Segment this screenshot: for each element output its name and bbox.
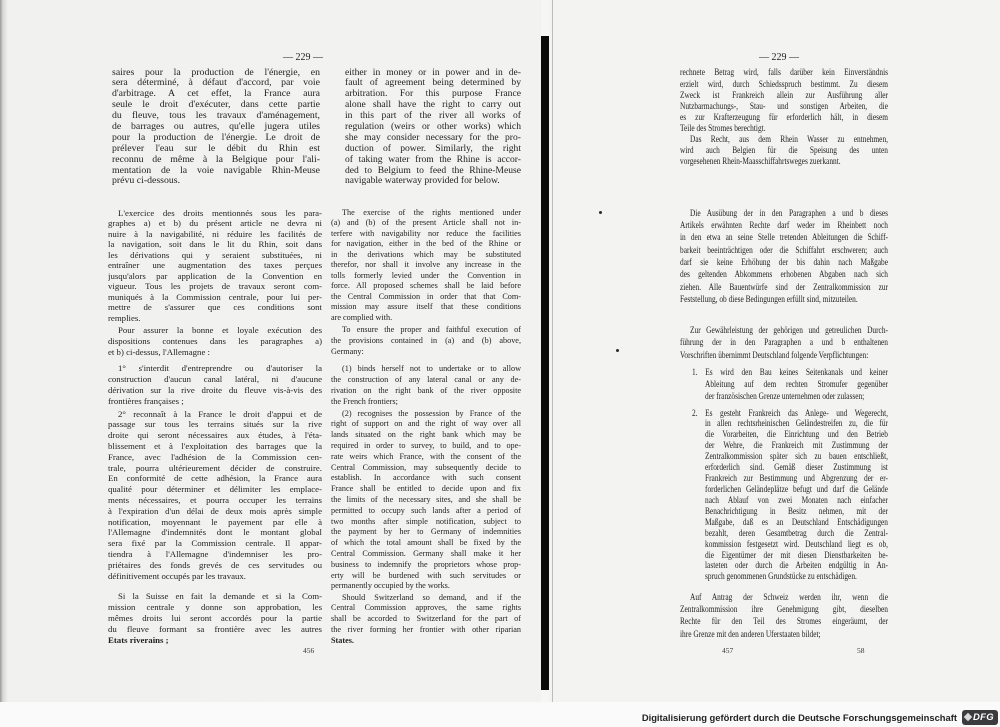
text-line: L'exercice des droits mentionnés sous les para-: [118, 207, 322, 218]
text-line: are complied with.: [331, 312, 393, 322]
text-line: es zur Krafterzeugung für erforderlich hält, in diesem: [680, 111, 888, 122]
left-page-header: — 229 —: [283, 52, 323, 63]
english-paragraph: [331, 409, 521, 593]
text-line: Auf Antrag der Schweiz werden ihr, wenn die: [689, 591, 888, 602]
text-line: (1) binds herself not to undertake or to allow: [342, 363, 521, 373]
text-line: tiendra à l'Allemagne d'indemniser les pro-: [108, 548, 322, 559]
text-line: der Wehre, die Frankreich mit Zustimmung der: [705, 440, 888, 451]
text-line: bezahlt, deren Gesamtbetrag durch die Zentral-: [705, 527, 888, 538]
text-line: erty will be burdened with such servitudes or: [331, 570, 521, 580]
text-line: ziehen. Alle Bauentwürfe sind der Zentralkommission zur: [680, 281, 888, 292]
text-line: Central Commission. Germany shall make it her: [331, 548, 521, 558]
text-line: mettre de s'assurer que ces conditions sont: [108, 302, 322, 313]
text-line: wird auch Belgien für die Speisung des unten: [680, 145, 888, 156]
text-line: ments nécessaires, et pourra occuper les terrains: [108, 494, 322, 505]
text-line: droite qui seront nécessaires aux études, à l'éta-: [108, 430, 322, 441]
text-line: regulation (weirs or other works) which: [345, 122, 521, 132]
text-line: Teile des Stromes berechtigt.: [680, 122, 766, 133]
text-line: prélever l'eau sur le débit du Rhin est: [112, 143, 320, 154]
text-line: graphes a) et b) du présent article ne devra ni: [108, 218, 322, 229]
text-line: der französischen Grenze unternehmen oder zulassen;: [705, 391, 865, 401]
text-line: Zentralkommission später sich zu bauen entschließt,: [705, 451, 888, 462]
text-line: darf sie keine Erhöhung der bis dahin nach Maßgabe: [680, 257, 888, 268]
text-line: in den etwa an seine Stelle tretenden Ableitungen die Schiff-: [680, 232, 888, 243]
text-line: jusqu'alors par application de la Convention en: [108, 270, 322, 281]
text-line: reconnu de même à la Belgique pour l'ali-: [112, 154, 320, 165]
text-line: ded to Belgium to feed the Rhine-Meuse: [345, 165, 521, 176]
text-line: Benachrichtigung in Besitz nehmen, mit der: [705, 505, 888, 516]
text-line: terfere with navigability nor reduce the facilities: [331, 228, 521, 238]
text-line: trale, pourra ultérieurement décider de construire.: [108, 462, 322, 473]
text-line: qualité pour déterminer et délimiter les emplace-: [108, 484, 322, 495]
text-line: two months after simple notification, subject to: [331, 516, 521, 526]
text-line: blissement et à l'exploitation des barrages que la: [108, 440, 322, 451]
text-line: dispositions contenues dans les paragraphes a): [108, 335, 322, 346]
text-line: kommission festgesetzt wird. Deutschland liegt es ob,: [705, 538, 888, 549]
text-line: lasteten oder durch die Arbeiten endgültig in An-: [705, 560, 888, 571]
text-line: spruch genommenen Grundstücke zu entschädigen.: [705, 571, 857, 582]
text-line: entraîner une augmentation des taxes perçues: [108, 260, 322, 271]
french-paragraph: [108, 325, 322, 358]
text-line: nuire à la navigabilité, ni réduire les facilités de: [108, 228, 322, 239]
text-line: Zweck ist Frankreich allein zur Ausführung aller: [680, 89, 888, 100]
text-line: dérivation sur la rive droite du fleuve vis-à-vis des: [108, 384, 322, 395]
text-line: et b) ci-dessus, l'Allemagne :: [108, 346, 210, 357]
french-paragraph: [108, 409, 322, 582]
text-line: nach Ablauf von zwei Monaten nach einfacher: [705, 494, 888, 505]
text-line: Pour assurer la bonne et loyale exécution des: [118, 324, 322, 335]
text-line: Vorschriften übernimmt Deutschland folgende Verpflichtungen:: [680, 349, 869, 360]
text-line: 2° reconnaît à la France le droit d'appui et de: [118, 408, 322, 419]
text-line: forderlichen Geländeplätze befugt und darf die Gelände: [705, 483, 888, 494]
text-line: (2) recognises the possession by France of the: [342, 408, 521, 418]
text-line: Artikels erwähnten Rechte darf weder im Rheinbett noch: [680, 220, 888, 231]
text-line: führung der in den Paragraphen a und b enthaltenen: [680, 337, 888, 348]
text-line: duction of power. Similarly, the right: [345, 143, 521, 154]
text-line: Si la Suisse en fait la demande et si la Com-: [118, 590, 322, 601]
text-line: d'arbitrage. A cet effet, la France aura: [112, 89, 320, 100]
text-line: Ableitung auf dem rechten Stromufer gegenüber: [705, 379, 888, 389]
text-line: vigueur. Tous les projets de travaux seront com-: [108, 281, 322, 292]
english-paragraph: [331, 593, 521, 647]
text-line: Rechte für den Teil des Stromes eingeräumt, der: [680, 616, 888, 627]
text-line: frontières françaises ;: [108, 395, 184, 406]
scan-speck: [599, 211, 602, 214]
german-paragraph: [680, 591, 888, 640]
text-line: the limits of the necessary sites, and she shall be: [331, 494, 521, 504]
text-line: force. All proposed schemes shall be laid before: [331, 281, 521, 291]
text-line: States.: [331, 635, 354, 645]
text-line: France shall be entitled to decide upon and fix: [331, 484, 521, 494]
text-line: Germany:: [331, 346, 364, 356]
text-line: construction d'aucun canal latéral, ni d'aucune: [108, 373, 322, 384]
german-paragraph: [680, 134, 888, 167]
right-page-number: 457: [722, 646, 734, 655]
text-line: the French frontiers;: [331, 396, 398, 406]
french-text-continuation: [112, 68, 320, 188]
text-line: mentation de la voie navigable Rhin-Meuse: [112, 165, 320, 176]
text-line: Central Commission, may subsequently decide to: [331, 462, 521, 472]
text-line: Zentralkommission ihre Genehmigung gibt, dieselben: [680, 604, 888, 615]
text-line: Central Commission approves, the same rights: [331, 603, 521, 613]
german-list-item: [692, 366, 889, 402]
text-line: pour la production de l'énergie. Le droit de: [112, 132, 320, 143]
text-line: à l'expiration d'un délai de deux mois après simple: [108, 505, 322, 516]
text-line: muniqués à la Commission centrale, pour lui per-: [108, 291, 322, 302]
text-line: in allen rechtsrheinischen Geländestreifen zu, die für: [705, 418, 888, 429]
right-page-header: — 229 —: [759, 52, 799, 63]
text-line: notification, moyennant le payement par elle à: [108, 516, 322, 527]
text-line: remplies.: [108, 312, 141, 323]
text-line: Maßgabe, daß es an Deutschland Entschädigungen: [705, 516, 888, 527]
text-line: therefor, nor shall it involve any increase in the: [331, 260, 521, 270]
signature-mark: 58: [857, 646, 865, 655]
dfg-logo-text: DFG: [973, 712, 994, 723]
text-line: navigable waterway provided for below.: [345, 176, 500, 187]
text-line: Nutzbarmachungs-, Stau- und sonstigen Arbeiten, die: [680, 100, 888, 111]
text-line: erzielt wird, durch Schiedsspruch bestimmt. Zu diesem: [680, 78, 888, 89]
text-line: priétaires des fonds grevés de ces servitudes ou: [108, 559, 322, 570]
french-paragraph: [108, 591, 322, 646]
text-line: die Eigentümer der mit diesen Dienstbarkeiten be-: [705, 549, 888, 560]
text-line: des geltenden Abkommens erhobenen Abgaben nach sich: [680, 269, 888, 280]
scan-speck: [616, 349, 619, 352]
text-line: du fleuve formant sa frontière avec les autres: [108, 623, 322, 634]
text-line: To ensure the proper and faithful execution of: [342, 324, 521, 334]
left-page-number: 456: [303, 646, 315, 655]
text-line: sera fixé par la Commission centrale. Il appar-: [108, 538, 322, 549]
english-paragraph: [331, 324, 521, 357]
text-line: shall be accorded to Switzerland for the part of: [331, 614, 521, 624]
text-line: Feststellung, ob diese Bedingungen erfüllt sind, mitzuteilen.: [680, 293, 858, 304]
text-line: (a) and (b) of the present Article shall not in-: [331, 218, 521, 228]
text-line: mission centrale y donne son approbation, les: [108, 601, 322, 612]
text-line: de barrages ou autres, qu'elle jugera utiles: [112, 122, 320, 132]
text-line: arbitration. For this purpose France: [345, 89, 521, 100]
text-line: erforderlich sind. Gemäß dieser Zustimmung ist: [705, 462, 888, 473]
dfg-logo-mark: [964, 713, 972, 721]
text-line: lands situated on the right bank which may be: [331, 430, 521, 440]
text-line: of which the total amount shall be fixed by the: [331, 538, 521, 548]
dfg-logo-icon: [962, 710, 998, 725]
text-line: rate weirs which France, with the consent of the: [331, 451, 521, 461]
text-line: either in money or in power and in de-: [345, 67, 521, 78]
text-line: saires pour la production de l'énergie, en: [112, 67, 320, 78]
text-line: passage sur tous les terrains situés sur la rive: [108, 419, 322, 430]
text-line: barkeit beeinträchtigen oder die Schiffahrt erschweren; auch: [680, 244, 888, 255]
footer-funding-notice: Digitalisierung gefördert durch die Deutsche Forschungsgemeinschaft: [641, 712, 957, 723]
text-line: in the derivations which may be substituted: [331, 249, 521, 259]
text-line: prévu ci-dessous.: [112, 176, 181, 187]
text-line: permitted to occupy such lands after a period of: [331, 505, 521, 515]
text-line: 1° s'interdit d'entreprendre ou d'autoriser la: [118, 362, 322, 373]
text-line: required in order to survey, to build, and to ope-: [331, 440, 521, 450]
text-line: fault of agreement being determined by: [345, 78, 521, 89]
text-line: the provisions contained in (a) and (b) above,: [331, 335, 521, 345]
text-line: rivation on the right bank of the river opposite: [331, 385, 521, 395]
text-line: ihre Grenze mit den anderen Uferstaaten bildet;: [680, 628, 821, 639]
text-line: in this part of the river all works of: [345, 111, 521, 122]
text-line: the Central Commission in order that that Com-: [331, 291, 521, 301]
german-paragraph: [680, 207, 888, 305]
text-line: seule le droit d'exécuter, dans cette partie: [112, 100, 320, 111]
text-line: Should Switzerland so demand, and if the: [342, 592, 521, 602]
text-line: she may consider necessary for the pro-: [345, 132, 521, 143]
french-paragraph: [108, 363, 322, 407]
text-line: alone shall have the right to carry out: [345, 100, 521, 111]
text-line: Die Ausübung der in den Paragraphen a und b dieses: [689, 207, 888, 218]
german-list-item: [692, 407, 889, 583]
english-paragraph: [331, 208, 521, 324]
text-line: sera déterminé, à défaut d'accord, par voie: [112, 78, 320, 89]
text-line: business to indemnify the proprietors whose prop-: [331, 559, 521, 569]
text-line: the payment by her to Germany of indemnities: [331, 527, 521, 537]
text-line: the river forming her frontier with other riparian: [331, 624, 521, 634]
german-text-continuation: [680, 67, 888, 134]
text-line: 1. Es wird den Bau keines Seitenkanals und keiner: [692, 367, 889, 377]
text-line: Etats riverains ;: [108, 634, 169, 645]
text-line: Zur Gewährleistung der gehörigen und getreulichen Durch-: [689, 324, 888, 335]
text-line: die Vorarbeiten, die Einrichtung und den Betrieb: [705, 429, 888, 440]
text-line: for navigation, either in the bed of the Rhine or: [331, 239, 521, 249]
text-line: mission may assure itself that these conditions: [331, 302, 521, 312]
text-line: l'Allemagne d'indemnités dont le montant global: [108, 527, 322, 538]
text-line: of taking water from the Rhine is accor-: [345, 154, 521, 165]
text-line: establish. In accordance with such consent: [331, 473, 521, 483]
text-line: tolls formerly levied under the Convention in: [331, 270, 521, 280]
text-line: rechnete Betrag wird, falls darüber kein Einverständnis: [680, 67, 888, 78]
text-line: the construction of any lateral canal or any de-: [331, 374, 521, 384]
text-line: la navigation, soit dans le lit du Rhin, soit dans: [108, 239, 322, 250]
text-line: mêmes droits lui seront accordés pour la partie: [108, 612, 322, 623]
german-paragraph: [680, 324, 888, 362]
text-line: France, avec l'adhésion de la Commission cen-: [108, 451, 322, 462]
text-line: En conformité de cette adhésion, la France aura: [108, 473, 322, 484]
text-line: définitivement occupés par les travaux.: [108, 570, 247, 581]
text-line: du fleuve, tous les travaux d'aménagement,: [112, 111, 320, 122]
text-line: 2. Es gesteht Frankreich das Anlege- und Wegerecht,: [692, 407, 889, 418]
english-paragraph: [331, 363, 521, 407]
text-line: right of support on and the right of way over all: [331, 419, 521, 429]
text-line: vorgesehenen Rhein-Maasschiffahrtsweges zuerkannt.: [680, 156, 841, 167]
text-line: permanently occupied by the works.: [331, 581, 450, 591]
english-text-continuation: [345, 68, 521, 188]
text-line: Frankreich zur Bestimmung und Abgrenzung der er-: [705, 473, 888, 484]
text-line: les dérivations qui y seraient substituées, ni: [108, 249, 322, 260]
french-paragraph: [108, 208, 322, 324]
text-line: Das Recht, aus dem Rhein Wasser zu entnehmen,: [689, 134, 888, 145]
text-line: The exercise of the rights mentioned under: [342, 207, 521, 217]
